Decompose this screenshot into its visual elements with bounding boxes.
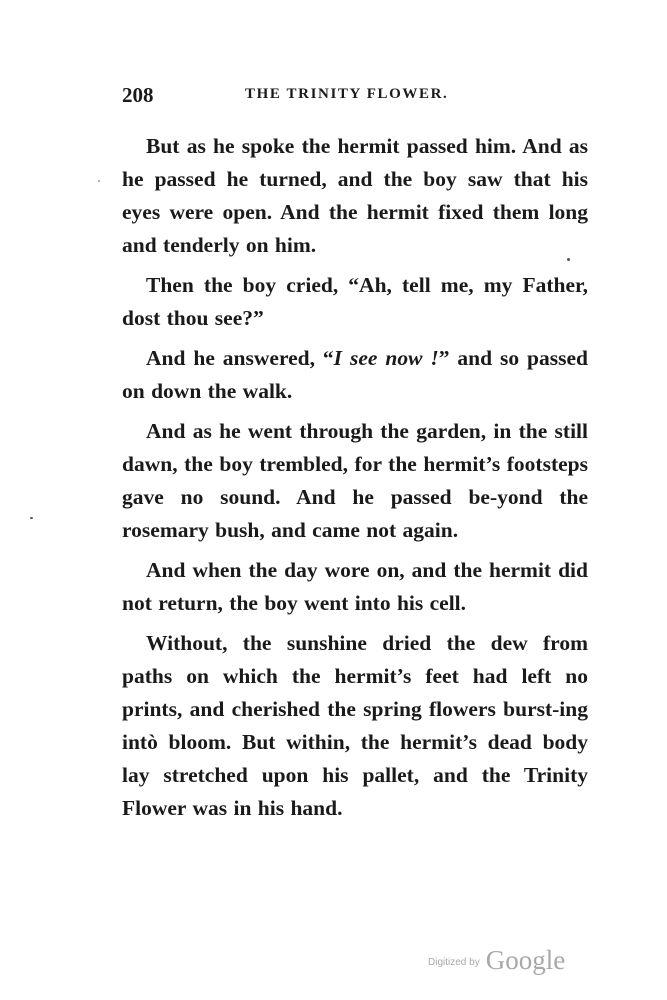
print-speck bbox=[98, 180, 100, 182]
paragraph bbox=[122, 342, 588, 408]
running-head: THE TRINITY FLOWER. bbox=[245, 86, 449, 102]
print-speck bbox=[30, 517, 33, 519]
italic-quote: I see now ! bbox=[333, 346, 439, 370]
paragraph: And as he went through the garden, in the still dawn, the boy trembled, for the hermit’s footsteps gave no sound. And he passed be-yond the rosemary bush, and came not again. bbox=[122, 419, 588, 542]
google-logo: Google bbox=[485, 945, 566, 975]
body-text bbox=[122, 130, 588, 832]
digitized-watermark bbox=[428, 945, 565, 976]
print-speck bbox=[567, 258, 570, 261]
paragraph: But as he spoke the hermit passed him. And as he passed he turned, and the boy saw that his eyes were open. And the hermit fixed them long and tenderly on him. bbox=[122, 134, 588, 257]
paragraph: Without, the sunshine dried the dew from paths on which the hermit’s feet had left no prints, and cherished the spring flowers burst-ing intò bloom. But within, the hermit’s dead body lay stretched upon his pallet, and the Trinity Flower was in his hand. bbox=[122, 631, 588, 820]
paragraph-text: And he answered, “ bbox=[146, 346, 334, 370]
page-header bbox=[122, 83, 587, 109]
page-number: 208 bbox=[122, 83, 154, 107]
watermark-prefix: Digitized by bbox=[428, 957, 480, 968]
paragraph-text: ” and so passed on down the walk. bbox=[122, 346, 588, 403]
paragraph: Then the boy cried, “Ah, tell me, my Father, dost thou see?” bbox=[122, 273, 588, 330]
paragraph: And when the day wore on, and the hermit did not return, the boy went into his cell. bbox=[122, 558, 588, 615]
